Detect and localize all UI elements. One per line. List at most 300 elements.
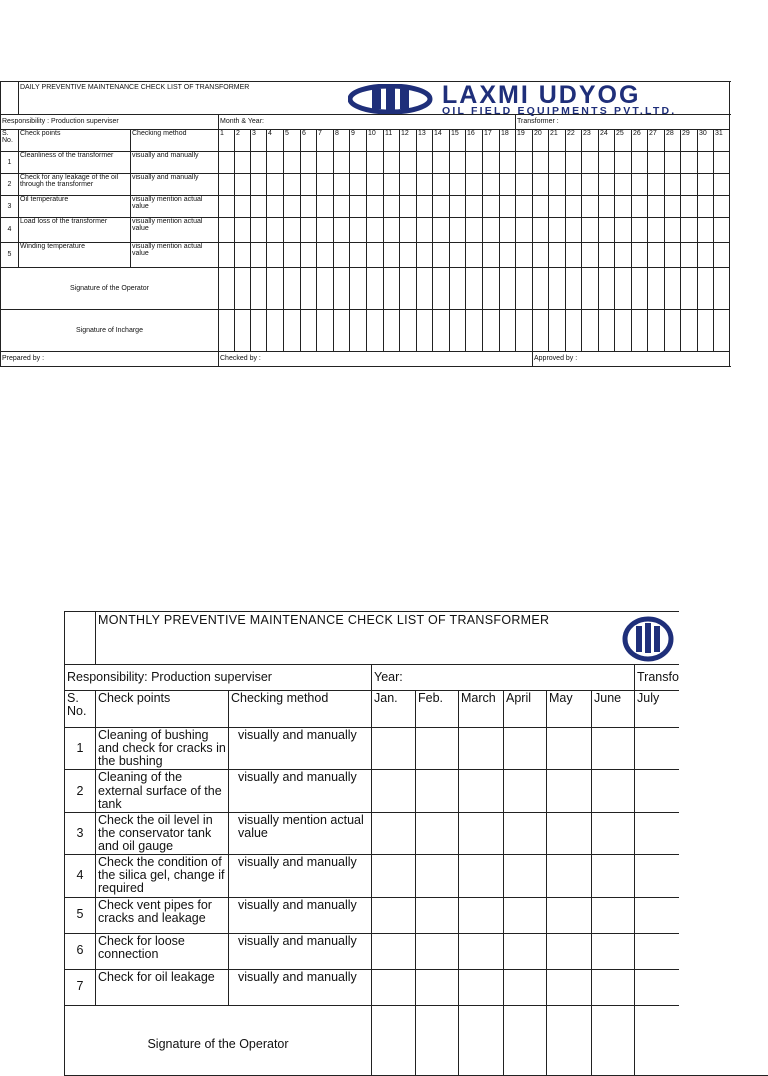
daily-signature-cell[interactable] bbox=[334, 310, 350, 352]
logo-company-name: LAXMI UDYOG bbox=[442, 84, 676, 106]
daily-entry-cell[interactable] bbox=[698, 218, 714, 243]
daily-signature-cell[interactable] bbox=[301, 310, 317, 352]
daily-entry-cell[interactable] bbox=[384, 243, 400, 268]
daily-signature-cell[interactable] bbox=[317, 310, 334, 352]
monthly-entry-cell[interactable] bbox=[592, 969, 635, 1005]
monthly-entry-cell[interactable] bbox=[372, 933, 416, 969]
daily-entry-cell[interactable] bbox=[566, 243, 582, 268]
daily-entry-cell[interactable] bbox=[433, 218, 450, 243]
daily-signature-cell[interactable] bbox=[714, 268, 730, 310]
daily-entry-cell[interactable] bbox=[301, 152, 317, 174]
daily-entry-cell[interactable] bbox=[251, 174, 267, 196]
daily-signature-cell[interactable] bbox=[483, 268, 500, 310]
daily-entry-cell[interactable] bbox=[367, 152, 384, 174]
daily-row-number: 1 bbox=[1, 152, 19, 174]
daily-entry-cell[interactable] bbox=[665, 196, 681, 218]
monthly-month-header: Feb. bbox=[416, 691, 459, 728]
monthly-entry-cell[interactable] bbox=[372, 897, 416, 933]
daily-entry-cell[interactable] bbox=[500, 218, 516, 243]
daily-signature-cell[interactable] bbox=[566, 268, 582, 310]
daily-entry-cell[interactable] bbox=[350, 243, 367, 268]
daily-signature-cell[interactable] bbox=[350, 268, 367, 310]
daily-entry-cell[interactable] bbox=[549, 152, 566, 174]
daily-entry-cell[interactable] bbox=[681, 243, 698, 268]
daily-entry-cell[interactable] bbox=[533, 218, 549, 243]
daily-signature-cell[interactable] bbox=[516, 268, 533, 310]
daily-signature-cell[interactable] bbox=[681, 268, 698, 310]
daily-entry-cell[interactable] bbox=[235, 243, 251, 268]
monthly-entry-cell[interactable] bbox=[372, 812, 416, 854]
daily-entry-cell[interactable] bbox=[284, 152, 301, 174]
daily-signature-cell[interactable] bbox=[219, 310, 235, 352]
daily-signature-cell[interactable] bbox=[417, 268, 433, 310]
monthly-row-checkpoint: Check the oil level in the conservator tank and oil gauge bbox=[96, 812, 229, 854]
daily-entry-cell[interactable] bbox=[698, 243, 714, 268]
monthly-entry-cell[interactable] bbox=[416, 770, 459, 812]
monthly-entry-cell[interactable] bbox=[504, 770, 547, 812]
daily-entry-cell[interactable] bbox=[267, 196, 284, 218]
monthly-entry-cell[interactable] bbox=[592, 728, 635, 770]
daily-entry-cell[interactable] bbox=[267, 218, 284, 243]
daily-entry-cell[interactable] bbox=[466, 152, 483, 174]
monthly-entry-cell[interactable] bbox=[504, 855, 547, 897]
daily-entry-cell[interactable] bbox=[284, 218, 301, 243]
daily-signature-cell[interactable] bbox=[466, 310, 483, 352]
daily-entry-cell[interactable] bbox=[334, 152, 350, 174]
monthly-entry-cell[interactable] bbox=[592, 812, 635, 854]
daily-signature-cell[interactable] bbox=[251, 310, 267, 352]
daily-entry-cell[interactable] bbox=[714, 218, 730, 243]
daily-entry-cell[interactable] bbox=[417, 152, 433, 174]
daily-entry-cell[interactable] bbox=[400, 243, 417, 268]
daily-entry-cell[interactable] bbox=[284, 174, 301, 196]
daily-entry-cell[interactable] bbox=[317, 196, 334, 218]
page-right-edge bbox=[679, 600, 768, 1024]
daily-entry-cell[interactable] bbox=[251, 152, 267, 174]
daily-entry-cell[interactable] bbox=[433, 152, 450, 174]
daily-row-checkpoint: Oil temperature bbox=[19, 196, 131, 218]
daily-entry-cell[interactable] bbox=[500, 196, 516, 218]
daily-signature-cell[interactable] bbox=[219, 268, 235, 310]
daily-entry-cell[interactable] bbox=[648, 218, 665, 243]
daily-row-method: visually mention actual value bbox=[131, 196, 219, 218]
daily-signature-cell[interactable] bbox=[317, 268, 334, 310]
daily-entry-cell[interactable] bbox=[648, 174, 665, 196]
daily-entry-cell[interactable] bbox=[714, 174, 730, 196]
daily-entry-cell[interactable] bbox=[483, 243, 500, 268]
daily-entry-cell[interactable] bbox=[566, 218, 582, 243]
daily-entry-cell[interactable] bbox=[615, 218, 632, 243]
daily-entry-cell[interactable] bbox=[681, 218, 698, 243]
daily-entry-cell[interactable] bbox=[582, 218, 599, 243]
daily-entry-cell[interactable] bbox=[582, 152, 599, 174]
daily-entry-cell[interactable] bbox=[533, 243, 549, 268]
monthly-entry-cell[interactable] bbox=[504, 897, 547, 933]
daily-signature-operator: Signature of the Operator bbox=[1, 268, 219, 310]
daily-signature-cell[interactable] bbox=[350, 310, 367, 352]
daily-signature-cell[interactable] bbox=[681, 310, 698, 352]
monthly-month-header: May bbox=[547, 691, 592, 728]
monthly-entry-cell[interactable] bbox=[372, 969, 416, 1005]
monthly-entry-cell[interactable] bbox=[504, 933, 547, 969]
monthly-entry-cell[interactable] bbox=[547, 933, 592, 969]
daily-entry-cell[interactable] bbox=[648, 196, 665, 218]
daily-entry-cell[interactable] bbox=[450, 196, 466, 218]
daily-signature-cell[interactable] bbox=[417, 310, 433, 352]
daily-signature-cell[interactable] bbox=[384, 268, 400, 310]
daily-entry-cell[interactable] bbox=[483, 174, 500, 196]
monthly-entry-cell[interactable] bbox=[416, 897, 459, 933]
daily-entry-cell[interactable] bbox=[350, 174, 367, 196]
daily-entry-cell[interactable] bbox=[632, 218, 648, 243]
monthly-year: Year: bbox=[372, 665, 635, 691]
daily-entry-cell[interactable] bbox=[334, 174, 350, 196]
daily-entry-cell[interactable] bbox=[235, 152, 251, 174]
daily-signature-cell[interactable] bbox=[615, 268, 632, 310]
monthly-entry-cell[interactable] bbox=[416, 855, 459, 897]
daily-entry-cell[interactable] bbox=[483, 196, 500, 218]
daily-entry-cell[interactable] bbox=[334, 218, 350, 243]
daily-signature-cell[interactable] bbox=[284, 310, 301, 352]
daily-entry-cell[interactable] bbox=[334, 196, 350, 218]
daily-entry-cell[interactable] bbox=[219, 218, 235, 243]
daily-entry-cell[interactable] bbox=[500, 152, 516, 174]
daily-entry-cell[interactable] bbox=[714, 243, 730, 268]
daily-entry-cell[interactable] bbox=[615, 174, 632, 196]
daily-entry-cell[interactable] bbox=[549, 196, 566, 218]
daily-entry-cell[interactable] bbox=[317, 152, 334, 174]
daily-entry-cell[interactable] bbox=[301, 218, 317, 243]
daily-signature-cell[interactable] bbox=[400, 268, 417, 310]
daily-signature-cell[interactable] bbox=[648, 268, 665, 310]
daily-signature-cell[interactable] bbox=[450, 310, 466, 352]
daily-signature-cell[interactable] bbox=[301, 268, 317, 310]
monthly-entry-cell[interactable] bbox=[372, 728, 416, 770]
daily-entry-cell[interactable] bbox=[516, 196, 533, 218]
daily-entry-cell[interactable] bbox=[549, 243, 566, 268]
monthly-signature-cell[interactable] bbox=[459, 1005, 504, 1075]
daily-entry-cell[interactable] bbox=[334, 243, 350, 268]
monthly-entry-cell[interactable] bbox=[416, 969, 459, 1005]
daily-signature-cell[interactable] bbox=[599, 310, 615, 352]
monthly-signature-cell[interactable] bbox=[592, 1005, 635, 1075]
daily-entry-cell[interactable] bbox=[599, 196, 615, 218]
monthly-entry-cell[interactable] bbox=[592, 933, 635, 969]
daily-day-header: 26 bbox=[632, 130, 648, 152]
daily-entry-cell[interactable] bbox=[466, 174, 483, 196]
daily-entry-cell[interactable] bbox=[566, 174, 582, 196]
daily-entry-cell[interactable] bbox=[566, 196, 582, 218]
daily-entry-cell[interactable] bbox=[582, 196, 599, 218]
daily-entry-cell[interactable] bbox=[632, 196, 648, 218]
monthly-entry-cell[interactable] bbox=[592, 770, 635, 812]
monthly-entry-cell[interactable] bbox=[416, 812, 459, 854]
monthly-entry-cell[interactable] bbox=[459, 855, 504, 897]
daily-entry-cell[interactable] bbox=[698, 196, 714, 218]
daily-signature-cell[interactable] bbox=[582, 268, 599, 310]
daily-entry-cell[interactable] bbox=[681, 196, 698, 218]
daily-entry-cell[interactable] bbox=[599, 243, 615, 268]
daily-entry-cell[interactable] bbox=[714, 152, 730, 174]
monthly-entry-cell[interactable] bbox=[459, 897, 504, 933]
daily-entry-cell[interactable] bbox=[483, 218, 500, 243]
monthly-row-method: visually mention actual value bbox=[229, 812, 372, 854]
daily-signature-cell[interactable] bbox=[466, 268, 483, 310]
daily-entry-cell[interactable] bbox=[235, 196, 251, 218]
daily-entry-cell[interactable] bbox=[632, 152, 648, 174]
daily-entry-cell[interactable] bbox=[417, 196, 433, 218]
daily-signature-cell[interactable] bbox=[549, 268, 566, 310]
daily-signature-cell[interactable] bbox=[698, 268, 714, 310]
daily-entry-cell[interactable] bbox=[549, 218, 566, 243]
daily-day-header: 16 bbox=[466, 130, 483, 152]
daily-entry-cell[interactable] bbox=[367, 218, 384, 243]
daily-entry-cell[interactable] bbox=[235, 218, 251, 243]
monthly-row bbox=[65, 933, 768, 969]
monthly-entry-cell[interactable] bbox=[547, 897, 592, 933]
daily-entry-cell[interactable] bbox=[267, 174, 284, 196]
daily-entry-cell[interactable] bbox=[384, 152, 400, 174]
daily-entry-cell[interactable] bbox=[367, 196, 384, 218]
daily-entry-cell[interactable] bbox=[665, 152, 681, 174]
daily-entry-cell[interactable] bbox=[533, 152, 549, 174]
daily-entry-cell[interactable] bbox=[466, 196, 483, 218]
daily-signature-cell[interactable] bbox=[334, 268, 350, 310]
daily-signature-cell[interactable] bbox=[566, 310, 582, 352]
daily-entry-cell[interactable] bbox=[615, 243, 632, 268]
daily-entry-cell[interactable] bbox=[714, 196, 730, 218]
daily-signature-cell[interactable] bbox=[516, 310, 533, 352]
daily-entry-cell[interactable] bbox=[317, 174, 334, 196]
monthly-entry-cell[interactable] bbox=[547, 728, 592, 770]
daily-day-header: 2 bbox=[235, 130, 251, 152]
daily-entry-cell[interactable] bbox=[632, 174, 648, 196]
daily-entry-cell[interactable] bbox=[466, 243, 483, 268]
daily-signature-cell[interactable] bbox=[367, 310, 384, 352]
daily-signature-cell[interactable] bbox=[450, 268, 466, 310]
daily-signature-cell[interactable] bbox=[648, 310, 665, 352]
daily-entry-cell[interactable] bbox=[367, 243, 384, 268]
daily-entry-cell[interactable] bbox=[251, 196, 267, 218]
daily-signature-cell[interactable] bbox=[433, 268, 450, 310]
daily-signature-cell[interactable] bbox=[714, 310, 730, 352]
monthly-row-number: 7 bbox=[65, 969, 96, 1005]
daily-entry-cell[interactable] bbox=[549, 174, 566, 196]
daily-signature-cell[interactable] bbox=[367, 268, 384, 310]
daily-entry-cell[interactable] bbox=[350, 218, 367, 243]
daily-entry-cell[interactable] bbox=[384, 196, 400, 218]
daily-footer-row bbox=[1, 352, 730, 367]
daily-entry-cell[interactable] bbox=[384, 218, 400, 243]
daily-entry-cell[interactable] bbox=[350, 196, 367, 218]
monthly-entry-cell[interactable] bbox=[547, 812, 592, 854]
monthly-row bbox=[65, 728, 768, 770]
daily-entry-cell[interactable] bbox=[665, 218, 681, 243]
daily-entry-cell[interactable] bbox=[450, 243, 466, 268]
monthly-entry-cell[interactable] bbox=[459, 728, 504, 770]
daily-entry-cell[interactable] bbox=[219, 196, 235, 218]
daily-entry-cell[interactable] bbox=[400, 218, 417, 243]
daily-entry-cell[interactable] bbox=[615, 152, 632, 174]
daily-entry-cell[interactable] bbox=[450, 218, 466, 243]
daily-signature-cell[interactable] bbox=[500, 310, 516, 352]
daily-row bbox=[1, 152, 730, 174]
daily-day-header: 20 bbox=[533, 130, 549, 152]
monthly-entry-cell[interactable] bbox=[372, 770, 416, 812]
daily-day-header: 11 bbox=[384, 130, 400, 152]
daily-day-header: 18 bbox=[500, 130, 516, 152]
monthly-entry-cell[interactable] bbox=[592, 897, 635, 933]
daily-entry-cell[interactable] bbox=[632, 243, 648, 268]
daily-signature-incharge-row bbox=[1, 310, 730, 352]
daily-entry-cell[interactable] bbox=[417, 174, 433, 196]
daily-signature-cell[interactable] bbox=[284, 268, 301, 310]
daily-day-header: 28 bbox=[665, 130, 681, 152]
daily-day-header: 25 bbox=[615, 130, 632, 152]
daily-entry-cell[interactable] bbox=[500, 243, 516, 268]
daily-signature-cell[interactable] bbox=[615, 310, 632, 352]
daily-signature-cell[interactable] bbox=[235, 310, 251, 352]
daily-entry-cell[interactable] bbox=[301, 174, 317, 196]
daily-entry-cell[interactable] bbox=[350, 152, 367, 174]
daily-entry-cell[interactable] bbox=[599, 174, 615, 196]
daily-signature-cell[interactable] bbox=[549, 310, 566, 352]
daily-entry-cell[interactable] bbox=[367, 174, 384, 196]
daily-day-header: 8 bbox=[334, 130, 350, 152]
monthly-entry-cell[interactable] bbox=[416, 728, 459, 770]
daily-day-header: 5 bbox=[284, 130, 301, 152]
daily-signature-cell[interactable] bbox=[500, 268, 516, 310]
monthly-month-header: July bbox=[635, 691, 768, 728]
daily-entry-cell[interactable] bbox=[267, 152, 284, 174]
monthly-entry-cell[interactable] bbox=[504, 728, 547, 770]
logo-text bbox=[442, 84, 676, 116]
daily-entry-cell[interactable] bbox=[698, 152, 714, 174]
daily-signature-cell[interactable] bbox=[251, 268, 267, 310]
daily-entry-cell[interactable] bbox=[301, 243, 317, 268]
daily-entry-cell[interactable] bbox=[681, 174, 698, 196]
daily-entry-cell[interactable] bbox=[450, 152, 466, 174]
monthly-signature-cell[interactable] bbox=[372, 1005, 416, 1075]
daily-entry-cell[interactable] bbox=[681, 152, 698, 174]
daily-entry-cell[interactable] bbox=[417, 218, 433, 243]
daily-signature-cell[interactable] bbox=[698, 310, 714, 352]
daily-entry-cell[interactable] bbox=[400, 174, 417, 196]
monthly-entry-cell[interactable] bbox=[459, 933, 504, 969]
monthly-entry-cell[interactable] bbox=[459, 969, 504, 1005]
daily-entry-cell[interactable] bbox=[433, 174, 450, 196]
daily-signature-cell[interactable] bbox=[665, 268, 681, 310]
daily-entry-cell[interactable] bbox=[433, 243, 450, 268]
daily-entry-cell[interactable] bbox=[219, 152, 235, 174]
daily-signature-cell[interactable] bbox=[533, 310, 549, 352]
daily-signature-cell[interactable] bbox=[632, 310, 648, 352]
monthly-signature-cell[interactable] bbox=[547, 1005, 592, 1075]
daily-entry-cell[interactable] bbox=[284, 196, 301, 218]
daily-entry-cell[interactable] bbox=[267, 243, 284, 268]
daily-entry-cell[interactable] bbox=[582, 174, 599, 196]
daily-entry-cell[interactable] bbox=[665, 174, 681, 196]
daily-entry-cell[interactable] bbox=[582, 243, 599, 268]
monthly-row-method: visually and manually bbox=[229, 897, 372, 933]
daily-entry-cell[interactable] bbox=[251, 243, 267, 268]
daily-signature-cell[interactable] bbox=[400, 310, 417, 352]
daily-entry-cell[interactable] bbox=[566, 152, 582, 174]
daily-entry-cell[interactable] bbox=[235, 174, 251, 196]
daily-entry-cell[interactable] bbox=[483, 152, 500, 174]
monthly-entry-cell[interactable] bbox=[504, 812, 547, 854]
daily-signature-cell[interactable] bbox=[582, 310, 599, 352]
daily-entry-cell[interactable] bbox=[516, 243, 533, 268]
daily-entry-cell[interactable] bbox=[301, 196, 317, 218]
daily-signature-cell[interactable] bbox=[632, 268, 648, 310]
daily-entry-cell[interactable] bbox=[665, 243, 681, 268]
daily-signature-cell[interactable] bbox=[433, 310, 450, 352]
monthly-entry-cell[interactable] bbox=[547, 855, 592, 897]
daily-entry-cell[interactable] bbox=[516, 218, 533, 243]
daily-entry-cell[interactable] bbox=[417, 243, 433, 268]
monthly-entry-cell[interactable] bbox=[459, 770, 504, 812]
daily-entry-cell[interactable] bbox=[450, 174, 466, 196]
monthly-entry-cell[interactable] bbox=[416, 933, 459, 969]
daily-entry-cell[interactable] bbox=[219, 174, 235, 196]
daily-day-header: 4 bbox=[267, 130, 284, 152]
monthly-signature-cell[interactable] bbox=[504, 1005, 547, 1075]
daily-signature-cell[interactable] bbox=[384, 310, 400, 352]
daily-signature-cell[interactable] bbox=[267, 310, 284, 352]
daily-entry-cell[interactable] bbox=[251, 218, 267, 243]
daily-entry-cell[interactable] bbox=[516, 152, 533, 174]
monthly-entry-cell[interactable] bbox=[547, 770, 592, 812]
daily-signature-cell[interactable] bbox=[483, 310, 500, 352]
daily-signature-cell[interactable] bbox=[235, 268, 251, 310]
daily-entry-cell[interactable] bbox=[648, 243, 665, 268]
daily-entry-cell[interactable] bbox=[615, 196, 632, 218]
daily-signature-cell[interactable] bbox=[665, 310, 681, 352]
daily-signature-cell[interactable] bbox=[267, 268, 284, 310]
daily-entry-cell[interactable] bbox=[400, 152, 417, 174]
monthly-signature-cell[interactable] bbox=[416, 1005, 459, 1075]
daily-entry-cell[interactable] bbox=[433, 196, 450, 218]
daily-entry-cell[interactable] bbox=[466, 218, 483, 243]
daily-signature-cell[interactable] bbox=[533, 268, 549, 310]
daily-entry-cell[interactable] bbox=[500, 174, 516, 196]
monthly-entry-cell[interactable] bbox=[592, 855, 635, 897]
daily-entry-cell[interactable] bbox=[317, 243, 334, 268]
daily-entry-cell[interactable] bbox=[599, 218, 615, 243]
daily-entry-cell[interactable] bbox=[698, 174, 714, 196]
daily-entry-cell[interactable] bbox=[648, 152, 665, 174]
daily-signature-cell[interactable] bbox=[599, 268, 615, 310]
monthly-entry-cell[interactable] bbox=[504, 969, 547, 1005]
daily-entry-cell[interactable] bbox=[516, 174, 533, 196]
daily-entry-cell[interactable] bbox=[533, 174, 549, 196]
daily-row-number: 4 bbox=[1, 218, 19, 243]
daily-entry-cell[interactable] bbox=[599, 152, 615, 174]
daily-entry-cell[interactable] bbox=[317, 218, 334, 243]
monthly-row bbox=[65, 897, 768, 933]
daily-entry-cell[interactable] bbox=[384, 174, 400, 196]
daily-entry-cell[interactable] bbox=[284, 243, 301, 268]
daily-entry-cell[interactable] bbox=[533, 196, 549, 218]
daily-day-header: 14 bbox=[433, 130, 450, 152]
monthly-entry-cell[interactable] bbox=[459, 812, 504, 854]
monthly-entry-cell[interactable] bbox=[547, 969, 592, 1005]
monthly-entry-cell[interactable] bbox=[372, 855, 416, 897]
monthly-row bbox=[65, 855, 768, 897]
daily-entry-cell[interactable] bbox=[400, 196, 417, 218]
daily-entry-cell[interactable] bbox=[219, 243, 235, 268]
